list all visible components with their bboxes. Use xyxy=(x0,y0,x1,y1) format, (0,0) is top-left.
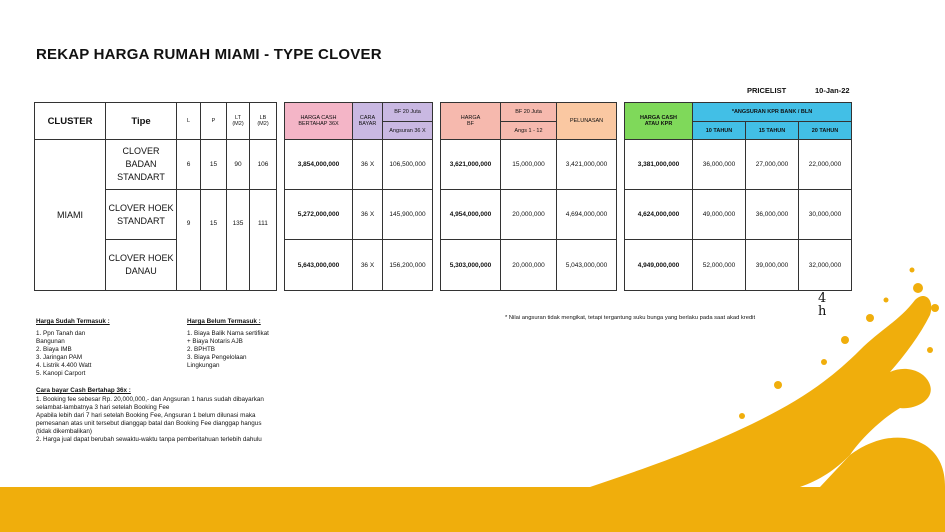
cara-bayar-cell: 36 X xyxy=(353,240,383,291)
harga-belum-title: Harga Belum Termasuk : xyxy=(187,318,261,325)
harga-bf-cell: 4,954,000,000 xyxy=(441,190,501,240)
kpr-15-cell: 39,000,000 xyxy=(746,240,799,291)
header-angs-1-12: Angs 1 - 12 xyxy=(501,122,557,140)
harga-bf-cell: 3,621,000,000 xyxy=(441,140,501,190)
header-harga-cash-bertahap: HARGA CASH BERTAHAP 36X xyxy=(285,103,353,140)
header-harga-bf: HARGA BF xyxy=(441,103,501,140)
header-l: L xyxy=(177,103,201,140)
header-p: P xyxy=(201,103,227,140)
kpr-20-cell: 30,000,000 xyxy=(799,190,852,240)
kpr-table xyxy=(624,102,852,291)
pelunasan-cell: 3,421,000,000 xyxy=(557,140,617,190)
pricelist-label: PRICELIST xyxy=(747,86,787,95)
kpr-disclaimer: * Nilai angsuran tidak mengikat, tetapi tergantung suku bunga yang berlaku pada saat akad kredit xyxy=(505,315,756,321)
unit-spec-table xyxy=(34,102,277,291)
page-title: REKAP HARGA RUMAH MIAMI - TYPE CLOVER xyxy=(36,46,382,63)
angs-cell: 20,000,000 xyxy=(501,240,557,291)
harga-kpr-cell: 3,381,000,000 xyxy=(625,140,693,190)
header-pelunasan: PELUNASAN xyxy=(557,103,617,140)
header-10-tahun: 10 TAHUN xyxy=(693,122,746,140)
harga-cash-cell: 5,272,000,000 xyxy=(285,190,353,240)
header-harga-cash-kpr: HARGA CASH ATAU KPR xyxy=(625,103,693,140)
header-angsuran-36x: Angsuran 36 X xyxy=(383,122,433,140)
harga-cash-cell: 3,854,000,000 xyxy=(285,140,353,190)
pelunasan-cell: 4,694,000,000 xyxy=(557,190,617,240)
p-cell: 15 xyxy=(201,140,227,190)
cara-bayar-cell: 36 X xyxy=(353,140,383,190)
lb-cell: 111 xyxy=(250,190,277,291)
bottom-accent-bar xyxy=(0,487,945,532)
angs-cell: 15,000,000 xyxy=(501,140,557,190)
lb-cell: 106 xyxy=(250,140,277,190)
cara-bayar-title: Cara bayar Cash Bertahap 36x : xyxy=(36,387,131,394)
kpr-15-cell: 36,000,000 xyxy=(746,190,799,240)
harga-kpr-cell: 4,624,000,000 xyxy=(625,190,693,240)
tipe-cell: CLOVER BADAN STANDART xyxy=(106,140,177,190)
pricelist-date: 10-Jan-22 xyxy=(815,86,850,95)
header-15-tahun: 15 TAHUN xyxy=(746,122,799,140)
header-lt: LT (M2) xyxy=(227,103,250,140)
tipe-cell: CLOVER HOEK DANAU xyxy=(106,240,177,291)
tipe-cell: CLOVER HOEK STANDART xyxy=(106,190,177,240)
l-cell: 9 xyxy=(177,190,201,291)
kpr-20-cell: 32,000,000 xyxy=(799,240,852,291)
angsuran-cell: 145,900,000 xyxy=(383,190,433,240)
header-bf-20-juta: BF 20 Juta xyxy=(383,103,433,122)
p-cell: 15 xyxy=(201,190,227,291)
header-lb: LB (M2) xyxy=(250,103,277,140)
angs-cell: 20,000,000 xyxy=(501,190,557,240)
kpr-10-cell: 49,000,000 xyxy=(693,190,746,240)
header-angsuran-kpr: *ANGSURAN KPR BANK / BLN xyxy=(693,103,852,122)
header-tipe: Tipe xyxy=(106,103,177,140)
l-cell: 6 xyxy=(177,140,201,190)
kpr-10-cell: 52,000,000 xyxy=(693,240,746,291)
harga-cash-cell: 5,643,000,000 xyxy=(285,240,353,291)
angsuran-cell: 156,200,000 xyxy=(383,240,433,291)
kpr-15-cell: 27,000,000 xyxy=(746,140,799,190)
angsuran-cell: 106,500,000 xyxy=(383,140,433,190)
cara-bayar-cell: 36 X xyxy=(353,190,383,240)
cara-bayar-list: 1. Booking fee sebesar Rp. 20,000,000,- dan Angsuran 1 harus sudah dibayarkan selambat-lambatnya 3 hari setelah Booking Fee Apabila lebih dari 7 hari setelah Booking Fee, Angsuran 1 belum dilunasi maka pemesanan atas unit tersebut dianggap batal dan Booking Fee dianggap hangus (tidak dikembalikan) 2. Harga jual dapat berubah sewaktu-waktu tanpa pemberitahuan terlebih dahulu xyxy=(36,396,264,443)
kpr-20-cell: 22,000,000 xyxy=(799,140,852,190)
harga-sudah-list: 1. Ppn Tanah dan Bangunan 2. Biaya IMB 3. Jaringan PAM 4. Listrik 4.400 Watt 5. Kanopi Carport xyxy=(36,330,92,377)
handwritten-mark: 4 h xyxy=(818,291,827,319)
bf-table xyxy=(440,102,617,291)
header-bf-20-juta: BF 20 Juta xyxy=(501,103,557,122)
harga-sudah-title: Harga Sudah Termasuk : xyxy=(36,318,110,325)
harga-kpr-cell: 4,949,000,000 xyxy=(625,240,693,291)
pelunasan-cell: 5,043,000,000 xyxy=(557,240,617,291)
header-cluster: CLUSTER xyxy=(35,103,106,140)
kpr-10-cell: 36,000,000 xyxy=(693,140,746,190)
cluster-cell: MIAMI xyxy=(35,140,106,291)
header-cara-bayar: CARA BAYAR xyxy=(353,103,383,140)
lt-cell: 90 xyxy=(227,140,250,190)
harga-bf-cell: 5,303,000,000 xyxy=(441,240,501,291)
cash-bertahap-table xyxy=(284,102,433,291)
lt-cell: 135 xyxy=(227,190,250,291)
header-20-tahun: 20 TAHUN xyxy=(799,122,852,140)
harga-belum-list: 1. Biaya Balik Nama sertifikat + Biaya Notaris AJB 2. BPHTB 3. Biaya Pengelolaan Lingkungan xyxy=(187,330,269,369)
